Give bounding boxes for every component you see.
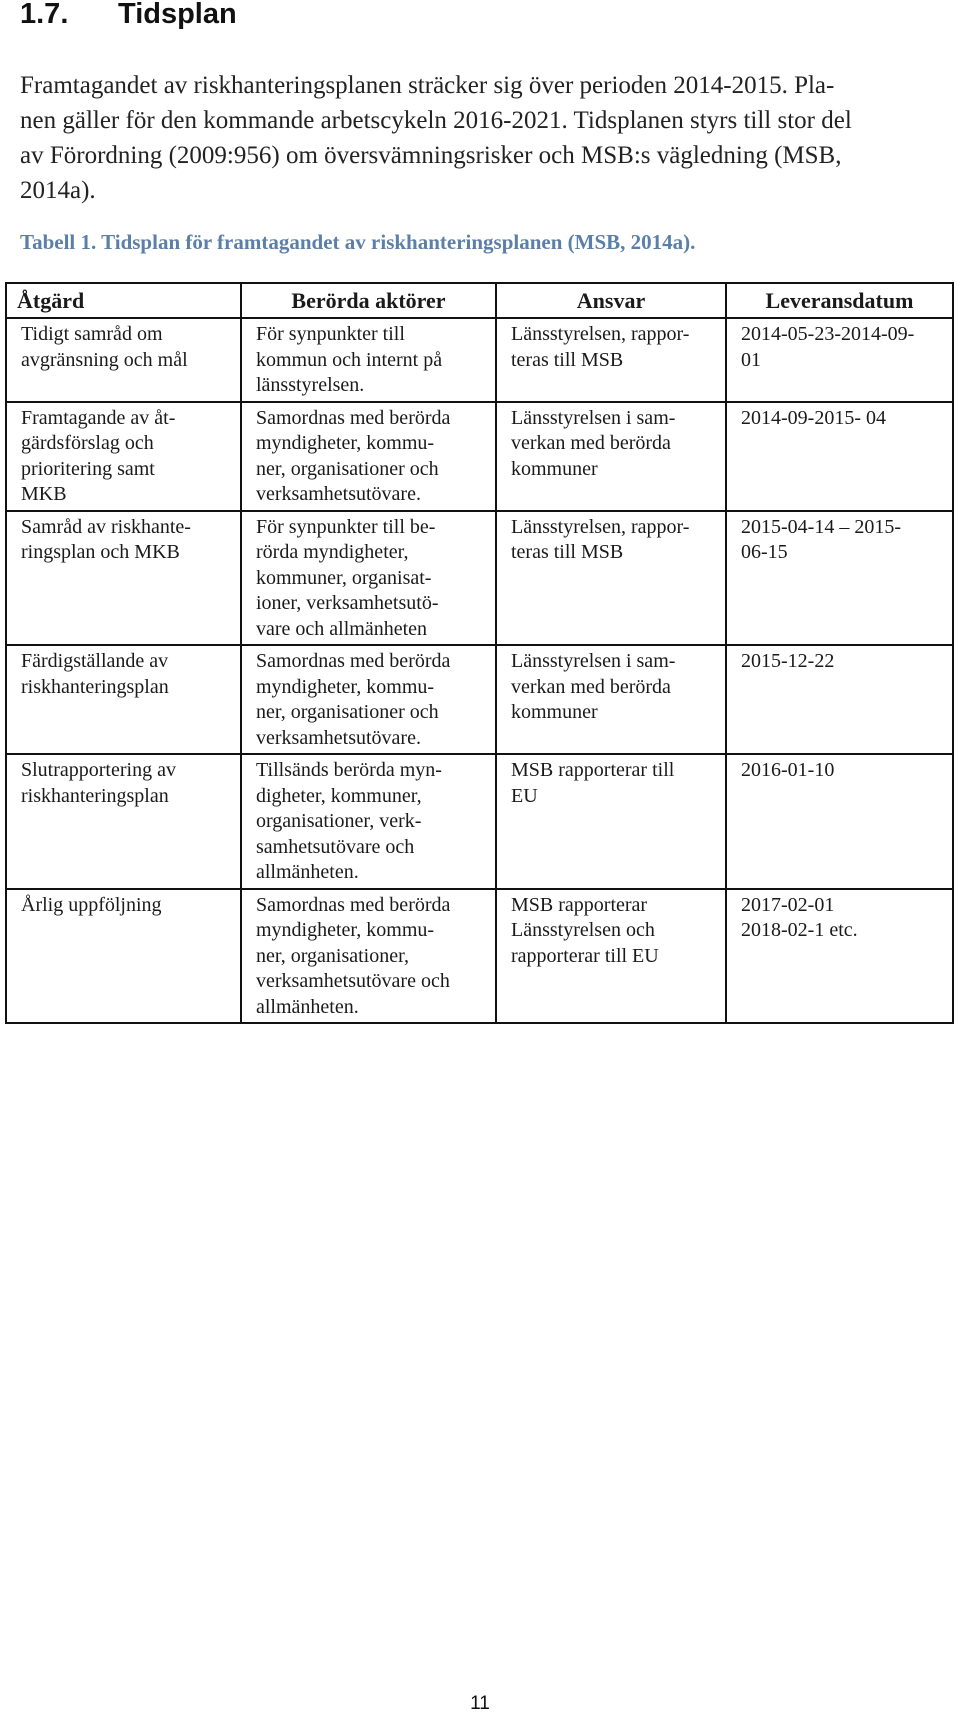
intro-line: av Förordning (2009:956) om översvämningsrisker och MSB:s vägledning (MSB, (20, 142, 842, 169)
cell-text-line: Samordnas med berörda (256, 893, 451, 916)
table-cell-ansvar (496, 318, 726, 402)
table-cell-atgard (6, 645, 241, 754)
table-row (6, 318, 953, 402)
cell-text-line: Tillsänds berörda myn- (256, 759, 442, 781)
cell-text-line: riskhanteringsplan (21, 784, 169, 807)
cell-text-line: ner, organisationer och (256, 457, 439, 480)
cell-text-line: verksamhetsutövare och (256, 970, 450, 992)
table-cell-aktorer (241, 645, 496, 754)
cell-text-line: 01 (741, 348, 761, 371)
cell-text-line: MSB rapporterar till (511, 759, 675, 781)
cell-text-line: 2017-02-01 (741, 893, 835, 916)
table-cell-aktorer (241, 402, 496, 511)
cell-text-line: ringsplan och MKB (21, 541, 180, 563)
table-row (6, 754, 953, 889)
table-cell-leveransdatum (726, 511, 953, 646)
cell-text-line: Färdigställande av (21, 650, 169, 672)
cell-text-line: verksamhetsutövare. (256, 726, 421, 749)
cell-text-line: Länsstyrelsen, rappor- (511, 323, 690, 345)
cell-text-line: För synpunkter till be- (256, 515, 436, 538)
cell-text-line: Länsstyrelsen, rappor- (511, 515, 690, 538)
cell-text-line: länsstyrelsen. (256, 374, 365, 396)
column-header-ansvar: Ansvar (496, 283, 726, 318)
intro-line: Framtagandet av riskhanteringsplanen sträcker sig över perioden 2014-2015. Pla- (20, 72, 835, 99)
table-cell-leveransdatum (726, 889, 953, 1024)
cell-text-line: prioritering samt (21, 457, 155, 480)
table-row (6, 402, 953, 511)
cell-text-line: För synpunkter till (256, 323, 405, 345)
cell-text-line: riskhanteringsplan (21, 675, 169, 698)
column-header-leveransdatum: Leveransdatum (726, 283, 953, 318)
table-cell-leveransdatum (726, 402, 953, 511)
cell-text-line: kommuner (511, 457, 598, 480)
cell-text-line: 2014-09-2015- 04 (741, 406, 886, 429)
section-number: 1.7. (20, 0, 69, 30)
cell-text-line: MKB (21, 483, 67, 505)
cell-text-line: avgränsning och mål (21, 348, 188, 371)
table-cell-aktorer (241, 511, 496, 646)
table-cell-aktorer (241, 889, 496, 1024)
table-cell-ansvar (496, 511, 726, 646)
cell-text-line: 06-15 (741, 541, 788, 563)
table-header-row (6, 283, 953, 318)
section-title: Tidsplan (118, 0, 237, 30)
cell-text-line: myndigheter, kommu- (256, 919, 435, 941)
cell-text-line: verkan med berörda (511, 675, 671, 698)
cell-text-line: verkan med berörda (511, 432, 671, 454)
cell-text-line: gärdsförslag och (21, 432, 154, 454)
cell-text-line: ner, organisationer, (256, 944, 409, 967)
cell-text-line: samhetsutövare och (256, 835, 415, 858)
table-cell-atgard (6, 754, 241, 889)
cell-text-line: myndigheter, kommu- (256, 675, 435, 698)
cell-text-line: Tidigt samråd om (21, 323, 163, 345)
table-row (6, 645, 953, 754)
cell-text-line: Länsstyrelsen och (511, 919, 655, 941)
cell-text-line: Framtagande av åt- (21, 406, 176, 429)
cell-text-line: vare och allmänheten (256, 617, 428, 640)
table-cell-leveransdatum (726, 754, 953, 889)
cell-text-line: 2014-05-23-2014-09- (741, 323, 915, 345)
cell-text-line: 2015-04-14 – 2015- (741, 515, 901, 538)
intro-line: nen gäller för den kommande arbetscykeln 2016-2021. Tidsplanen styrs till stor del (20, 107, 852, 134)
cell-text-line: teras till MSB (511, 348, 624, 371)
cell-text-line: 2016-01-10 (741, 759, 835, 781)
table-cell-aktorer (241, 318, 496, 402)
table-cell-leveransdatum (726, 645, 953, 754)
section-heading (20, 0, 237, 31)
cell-text-line: kommuner (511, 701, 598, 723)
cell-text-line: allmänheten. (256, 995, 359, 1018)
cell-text-line: myndigheter, kommu- (256, 432, 435, 454)
table-row (6, 511, 953, 646)
table-row (6, 889, 953, 1024)
schedule-table (5, 282, 954, 1024)
cell-text-line: Länsstyrelsen i sam- (511, 406, 676, 429)
cell-text-line: digheter, kommuner, (256, 784, 422, 807)
cell-text-line: Samordnas med berörda (256, 650, 451, 672)
table-cell-atgard (6, 318, 241, 402)
table-cell-aktorer (241, 754, 496, 889)
table-cell-atgard (6, 511, 241, 646)
cell-text-line: Samråd av riskhante- (21, 515, 191, 538)
cell-text-line: kommun och internt på (256, 348, 443, 371)
cell-text-line: Slutrapportering av (21, 759, 176, 781)
cell-text-line: Länsstyrelsen i sam- (511, 650, 676, 672)
table-cell-atgard (6, 889, 241, 1024)
cell-text-line: organisationer, verk- (256, 810, 422, 832)
cell-text-line: ioner, verksamhetsutö- (256, 592, 439, 614)
table-cell-leveransdatum (726, 318, 953, 402)
cell-text-line: ner, organisationer och (256, 701, 439, 723)
intro-line: 2014a). (20, 177, 96, 204)
cell-text-line: verksamhetsutövare. (256, 483, 421, 505)
cell-text-line: kommuner, organisat- (256, 566, 432, 589)
table-cell-ansvar (496, 754, 726, 889)
cell-text-line: Samordnas med berörda (256, 406, 451, 429)
cell-text-line: 2015-12-22 (741, 650, 835, 672)
column-header-atgard: Åtgärd (6, 283, 241, 318)
cell-text-line: rapporterar till EU (511, 944, 659, 967)
table-cell-atgard (6, 402, 241, 511)
table-cell-ansvar (496, 402, 726, 511)
column-header-aktorer: Berörda aktörer (241, 283, 496, 318)
cell-text-line: rörda myndigheter, (256, 541, 409, 563)
cell-text-line: 2018-02-1 etc. (741, 919, 858, 941)
table-caption: Tabell 1. Tidsplan för framtagandet av riskhanteringsplanen (MSB, 2014a). (20, 230, 696, 254)
cell-text-line: MSB rapporterar (511, 893, 648, 916)
cell-text-line: allmänheten. (256, 861, 359, 883)
page-number: 11 (470, 1693, 490, 1714)
table-cell-ansvar (496, 889, 726, 1024)
cell-text-line: EU (511, 784, 538, 807)
table-cell-ansvar (496, 645, 726, 754)
cell-text-line: Årlig uppföljning (21, 893, 162, 916)
intro-paragraph (20, 68, 920, 208)
cell-text-line: teras till MSB (511, 541, 624, 563)
